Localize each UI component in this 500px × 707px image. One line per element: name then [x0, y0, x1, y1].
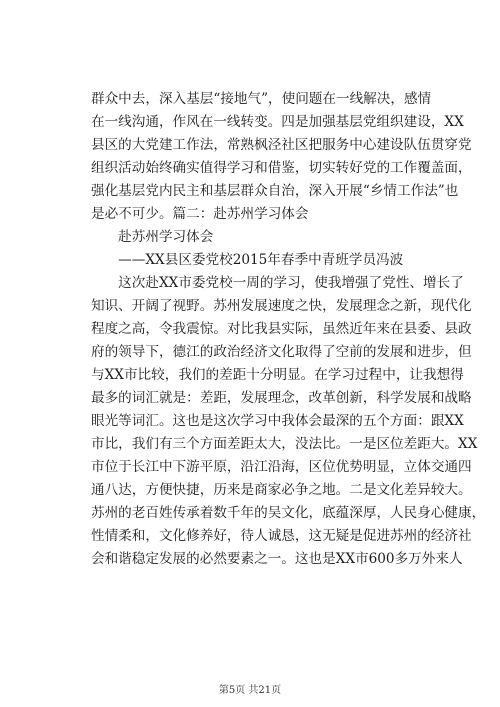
- text-line: 群众中去，深入基层“接地气”，使问题在一线解决，感情: [91, 91, 432, 107]
- text-line: 知识、开阔了视野。苏州发展速度之快，发展理念之新，现代化: [91, 298, 472, 314]
- text-line: 市位于长江中下游平原，沿江沿海，区位优势明显，立体交通四: [91, 459, 472, 475]
- text-line: 会和谐稳定发展的必然要素之一。这也是XX市600多万外来人: [91, 551, 463, 567]
- text-line: 府的领导下，德江的政治经济文化取得了空前的发展和进步，但: [91, 344, 472, 360]
- text-line: 与XX市比较，我们的差距十分明显。在学习过程中，让我想得: [91, 367, 464, 383]
- text-line: 是必不可少。篇二：赴苏州学习体会: [91, 206, 309, 222]
- text-line: 这次赴XX市委党校一周的学习，使我增强了党性、增长了: [91, 275, 464, 291]
- body-text: [91, 88, 486, 571]
- text-line: 组织活动始终确实值得学习和借鉴，切实转好党的工作覆盖面，: [91, 160, 472, 176]
- section-title: 赴苏州学习体会: [91, 229, 214, 245]
- text-line: 市比，我们有三个方面差距太大，没法比。一是区位差距大。XX: [91, 436, 478, 452]
- text-line: 程度之高，令我震惊。对比我县实际，虽然近年来在县委、县政: [91, 321, 472, 337]
- text-line: 强化基层党内民主和基层群众自治，深入开展“乡情工作法”也: [91, 183, 459, 199]
- text-line: 苏州的老百姓传承着数千年的吴文化，底蕴深厚，人民身心健康，: [91, 505, 486, 521]
- text-line: 眼光等词汇。这也是这次学习中我体会最深的五个方面：跟XX: [91, 413, 464, 429]
- text-line: 在一线沟通，作风在一线转变。四是加强基层党组织建设，XX: [91, 114, 464, 130]
- text-line: 通八达，方便快捷，历来是商家必争之地。二是文化差异较大。: [91, 482, 472, 498]
- author-line: ——XX县区委党校2015年春季中青班学员冯波: [91, 252, 404, 268]
- text-line: 最多的词汇就是：差距，发展理念，改革创新，科学发展和战略: [91, 390, 472, 406]
- text-line: 性情柔和，文化修养好，待人诚恳，这无疑是促进苏州的经济社: [91, 528, 472, 544]
- text-line: 县区的大党建工作法，常熟枫泾社区把服务中心建设队伍贯穿党: [91, 137, 472, 153]
- page-footer: 第5页 共21页: [218, 685, 282, 696]
